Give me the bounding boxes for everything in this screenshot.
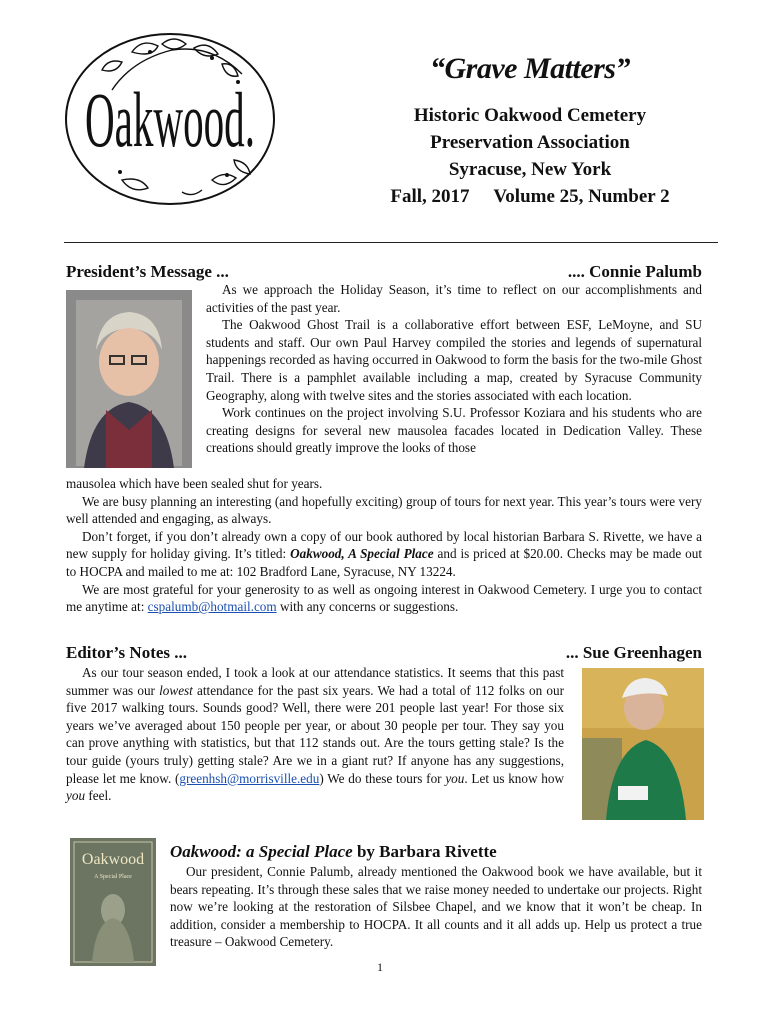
newsletter-title: “Grave Matters”: [430, 52, 630, 85]
president-email-link[interactable]: cspalumb@hotmail.com: [147, 599, 277, 615]
book-cover-title: Oakwood: [81, 851, 145, 868]
location: Syracuse, New York: [448, 159, 612, 180]
p6-pre: We are most grateful for your generosity to as well as ongoing interest in Oakwood Cemetery. I urge you to contact me anytime at:: [66, 581, 702, 615]
org-name-line2: Preservation Association: [430, 132, 630, 153]
editor-p1-pre: As our tour season ended, I took a look at our attendance statistics. It seems that this past summer was our: [66, 665, 564, 698]
president-paragraph-6: [66, 581, 702, 616]
editor-text: [66, 664, 564, 805]
editor-heading: Editor’s Notes ...: [66, 643, 188, 662]
oakwood-logo: [62, 30, 278, 208]
president-paragraph-4: We are busy planning an interesting (and hopefully exciting) group of tours for next year. This year’s tours were very well attended and engaging, as always.: [66, 493, 702, 527]
logo-text: Oakwood.: [85, 76, 255, 164]
president-paragraph-5: [66, 528, 702, 581]
editor-p1-post4: feel.: [85, 788, 112, 804]
editor-paragraph-1: [66, 664, 564, 805]
president-byline: .... Connie Palumb: [567, 262, 702, 281]
book-paragraph-1: Our president, Connie Palumb, already mentioned the Oakwood book we have available, but it bears repeating. It’s through these sales that we raise money needed to undertake our projects. Right now we’re looking at the restoration of Silsbee Chapel, and we know that it won’t be cheap. In addition, consider a membership to HOCPA. It all counts and it all adds up. Help us protect a true treasure – Oakwood Cemetery.: [170, 864, 702, 950]
book-heading: [170, 842, 497, 862]
book-text: [170, 863, 702, 951]
president-text-bottom: [66, 475, 702, 616]
masthead: [330, 52, 730, 210]
editor-you: you: [445, 770, 465, 786]
president-heading: President’s Message ...: [66, 262, 229, 281]
page-number: 1: [377, 960, 383, 974]
president-paragraph-1: As we approach the Holiday Season, it’s time to reflect on our accomplishments and activities of the past year.: [206, 282, 702, 315]
issue-line: [330, 183, 730, 210]
issue-volume: Volume 25, Number 2: [493, 186, 670, 207]
p6-post: with any concerns or suggestions.: [276, 599, 459, 615]
editor-email-link[interactable]: greenhsh@morrisville.edu: [179, 770, 320, 786]
president-paragraph-3a: Work continues on the project involving S.U. Professor Koziara and his students who are creating designs for several new mausolea facades located in Dedication Valley. These creations should greatly improve the looks of those: [206, 405, 702, 456]
president-paragraph-2: The Oakwood Ghost Trail is a collaborative effort between ESF, LeMoyne, and SU students and staff. Our own Paul Harvey compiled the stories and legends of supernatural happenings recorded as having occurred in Oakwood to form the basis for the two-mile Ghost Trail. There is a pamphlet available including a map, created by Syracuse Community Geography, along with twelve sites and the stories associated with each location.: [206, 317, 702, 403]
president-photo: [66, 290, 192, 468]
p5-post: and is priced at $20.00. Checks may be made out to HOCPA and mailed to me at: 102 Bradford Lane, Syracuse, NY 13224.: [66, 546, 702, 579]
editor-byline: ... Sue Greenhagen: [565, 643, 702, 662]
president-text-top: [206, 281, 702, 457]
editor-lowest: lowest: [159, 682, 193, 698]
book-title-inline: Oakwood, A Special Place: [290, 546, 434, 562]
book-cover-subtitle: A Special Place: [94, 874, 132, 880]
editor-p1-post: attendance for the past six years. We had a total of 112 folks on our five 2017 walking tours. Sounds good? Well, there were 201 people last year! For those six years we’ve averaged about 150 people per year, or about 30 people per tour. They say you can prove anything with statistics, but that 112 stands out. Are the tours getting stale? Is the tour guide (yours truly) getting stale? Are we in a giant rut? If anyone has any suggestions, please let me know. (: [66, 682, 565, 786]
book-heading-author: by Barbara Rivette: [352, 842, 497, 861]
header-divider: [64, 242, 718, 243]
editor-photo: [582, 668, 704, 820]
editor-you-2: you: [66, 788, 86, 804]
org-name-line1: Historic Oakwood Cemetery: [413, 105, 647, 126]
p5-pre: Don’t forget, if you don’t already own a copy of our book authored by local historian Barbara S. Rivette, we have a new supply for holiday giving. It’s titled:: [66, 528, 702, 562]
editor-p1-post2: ) We do these tours for: [319, 770, 446, 786]
president-paragraph-3b: mausolea which have been sealed shut for years.: [66, 476, 323, 491]
book-cover: [70, 838, 156, 966]
book-heading-title: Oakwood: a Special Place: [170, 842, 353, 861]
editor-p1-post3: . Let us know how: [464, 770, 564, 786]
issue-season: Fall, 2017: [390, 186, 470, 207]
